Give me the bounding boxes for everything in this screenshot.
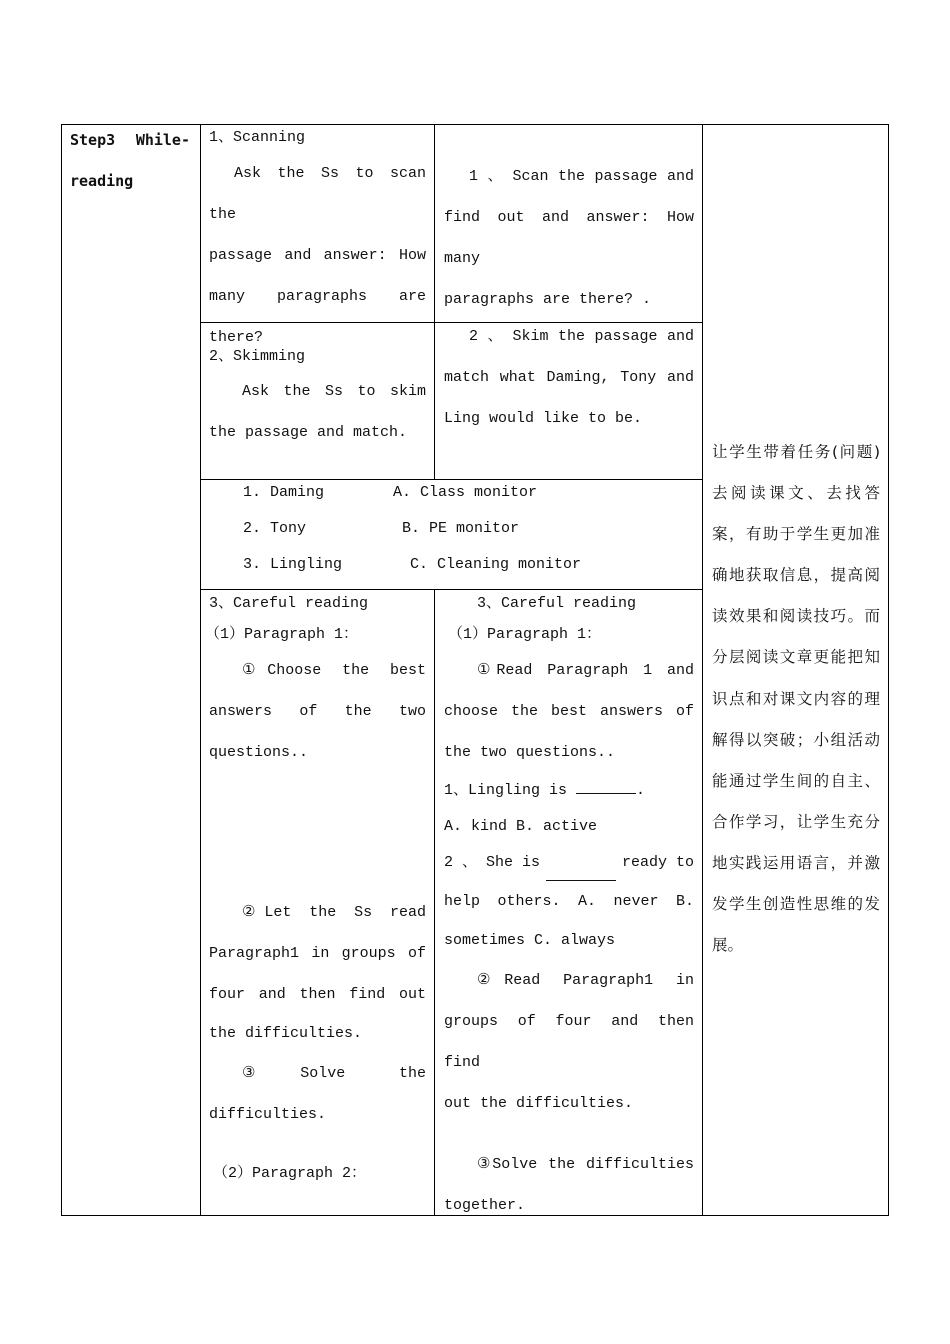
question-2 (444, 845, 694, 881)
match-name-1: 1. Daming (243, 484, 325, 501)
let-line-1: ②Let the Ss read (242, 904, 426, 921)
choose-line-2: answers of the two (209, 703, 426, 720)
group-line-3: out the difficulties. (444, 1095, 634, 1112)
paragraph-1-label: （1）Paragraph 1： (205, 626, 359, 643)
s-solve-line-2: together. (444, 1197, 526, 1214)
skim-task-line-1: 2 、 Skim the passage and (469, 328, 694, 345)
skim-task-line-3: Ling would like to be. (444, 410, 643, 427)
skim-task-line-2: match what Daming, Tony and (444, 369, 694, 386)
purpose-line-5: 读效果和阅读技巧。而 (712, 607, 880, 626)
row-divider-2 (200, 479, 703, 480)
purpose-line-6: 分层阅读文章更能把知 (712, 648, 880, 667)
table-right-border (888, 124, 889, 1216)
teacher-careful-cell (205, 590, 426, 1193)
skimming-title: 2、Skimming (209, 348, 306, 365)
choose-line-3: questions.. (209, 744, 309, 761)
column-divider-2-bottom (434, 589, 435, 1216)
s-paragraph-1-label: （1）Paragraph 1： (448, 626, 602, 643)
match-role-3: C. Cleaning monitor (410, 556, 582, 573)
question-1-stem: 1、Lingling is (444, 782, 568, 799)
scan-task-line-2: find out and answer: How many (444, 209, 694, 267)
question-1-end: . (636, 782, 646, 799)
question-1 (444, 773, 694, 809)
purpose-line-2: 去阅读课文、去找答 (712, 484, 880, 503)
purpose-cell (712, 432, 880, 966)
match-name-3: 3. Lingling (243, 556, 343, 573)
let-line-4: the difficulties. (209, 1025, 363, 1042)
purpose-line-10: 合作学习，让学生充分 (712, 812, 880, 831)
teacher-scanning-cell (209, 124, 426, 358)
purpose-line-11: 地实践运用语言，并激 (712, 853, 880, 872)
scanning-line-2: passage and answer: How (209, 247, 426, 264)
choose-line-1: ①Choose the best (242, 662, 426, 679)
answer-blank-1 (576, 779, 636, 794)
purpose-line-3: 案，有助于学生更加准 (712, 525, 880, 544)
purpose-line-7: 识点和对课文内容的理 (712, 689, 880, 708)
purpose-line-9: 能通过学生间的自主、 (712, 771, 880, 790)
careful-title: 3、Careful reading (209, 595, 369, 612)
question-1-options: A. kind B. active (444, 818, 598, 835)
answer-blank-2 (546, 866, 616, 881)
paragraph-2-label: （2）Paragraph 2： (213, 1165, 367, 1182)
step-label (70, 120, 190, 202)
question-2-end: ready to (621, 854, 694, 871)
solve-line-1: ③Solve the (242, 1065, 426, 1082)
scanning-line-4: there? (209, 329, 264, 346)
scan-task-line-1: 1 、 Scan the passage and (469, 168, 694, 185)
read-line-3: the two questions.. (444, 744, 616, 761)
solve-line-2: difficulties. (209, 1106, 327, 1123)
step-number: Step3 (70, 131, 116, 149)
match-role-1: A. Class monitor (393, 484, 538, 501)
purpose-line-13: 展。 (712, 936, 744, 955)
scan-task-line-3: paragraphs are there? . (444, 291, 652, 308)
table-left-border (61, 124, 62, 1216)
teacher-skimming-cell (209, 343, 426, 453)
match-name-2: 2. Tony (243, 520, 307, 537)
column-divider-1 (200, 124, 201, 1216)
students-skim-cell (444, 316, 694, 439)
purpose-line-12: 发学生创造性思维的发 (712, 895, 880, 914)
let-line-3: four and then find out (209, 986, 426, 1003)
s-careful-title: 3、Careful reading (477, 595, 637, 612)
question-2-line-2: help others. A. never B. (444, 893, 694, 910)
match-role-2: B. PE monitor (402, 520, 520, 537)
scanning-title: 1、Scanning (209, 129, 306, 146)
read-line-1: ①Read Paragraph 1 and (477, 662, 694, 679)
scanning-line-3: many paragraphs are (209, 288, 426, 305)
skimming-line-2: the passage and match. (209, 424, 408, 441)
scanning-line-1: Ask the Ss to scan the (209, 165, 426, 223)
column-divider-2-top (434, 124, 435, 480)
column-divider-3 (702, 124, 703, 1216)
skimming-line-1: Ask the Ss to skim (242, 383, 426, 400)
purpose-line-8: 解得以突破；小组活动 (712, 730, 880, 749)
let-line-2: Paragraph1 in groups of (209, 945, 426, 962)
group-line-2: groups of four and then find (444, 1013, 694, 1071)
question-2-stem: 2 、 She is (444, 854, 541, 871)
step-phase: While- (135, 131, 190, 149)
purpose-line-4: 确地获取信息，提高阅 (712, 566, 880, 585)
step-phase-cont: reading (70, 172, 134, 190)
question-2-line-3: sometimes C. always (444, 932, 616, 949)
students-careful-cell (444, 590, 694, 1226)
s-solve-line-1: ③Solve the difficulties (477, 1156, 694, 1173)
students-scan-cell (444, 156, 694, 320)
read-line-2: choose the best answers of (444, 703, 694, 720)
group-line-1: ②Read Paragraph1 in (477, 972, 694, 989)
purpose-line-1: 让学生带着任务(问题) (712, 443, 880, 461)
